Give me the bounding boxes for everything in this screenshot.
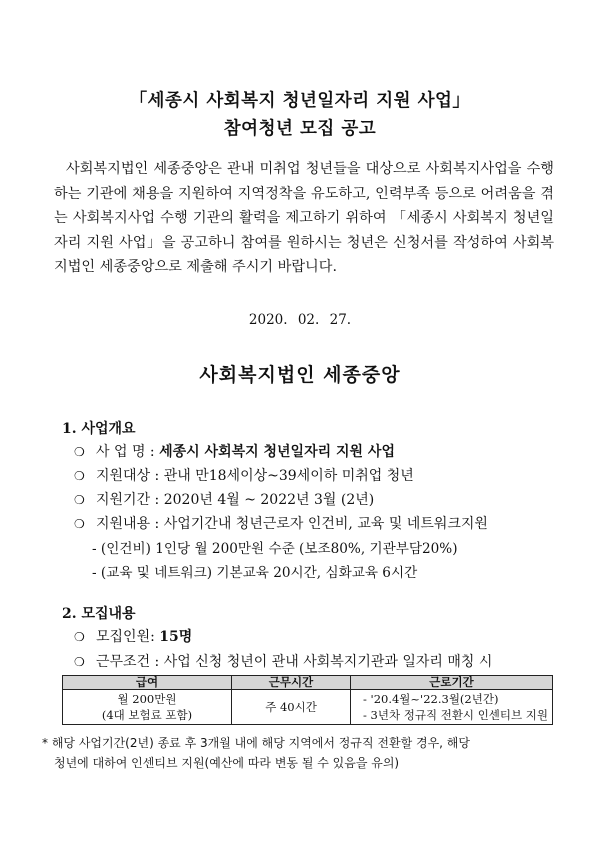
circle-bullet-icon: ❍ — [74, 445, 85, 459]
circle-bullet-icon: ❍ — [74, 655, 85, 669]
item-value: 관내 만18세이상~39세이하 미취업 청년 — [163, 468, 414, 484]
hours-cell: 주 40시간 — [232, 690, 351, 725]
recruitment-item-conditions — [74, 651, 492, 671]
item-value: 사업기간내 청년근로자 인건비, 교육 및 네트워크지원 — [163, 516, 488, 532]
document-subtitle: 참여청년 모집 공고 — [223, 119, 377, 139]
document-title: 「세종시 사회복지 청년일자리 지원 사업」 — [129, 91, 471, 111]
item-label: 모집인원: — [96, 629, 155, 645]
overview-item-support — [74, 513, 488, 533]
intro-text: 사회복지법인 세종중앙은 관내 미취업 청년들을 대상으로 사회복지사업을 수행하는 기관에 채용을 지원하여 지역정착을 유도하고, 인력부족 등으로 어려움을 겪는 사회복지사업 수행 기관의 활력을 제고하기 위하여 「세종시 사회복지 청년일자리 지원 사업」을 공고하니 참여를 원하시는 청년은 신청서를 작성하여 사회복지법인 세종중앙으로 제출해 주시기 바랍니다. — [54, 161, 554, 275]
wage-amount: 월 200만원 — [117, 692, 177, 706]
support-sub-item-wage: - (인건비) 1인당 월 200만원 수준 (보조80%, 기관부담20%) — [92, 541, 458, 557]
footnote — [42, 733, 562, 773]
wage-note: (4대 보험료 포함) — [101, 708, 193, 722]
support-sub-item-education: - (교육 및 네트워크) 기본교육 20시간, 심화교육 6시간 — [92, 565, 418, 581]
recruitment-item-headcount — [74, 626, 192, 646]
table-header-period: 근로기간 — [351, 676, 553, 690]
footnote-line: * 해당 사업기간(2년) 종료 후 3개월 내에 해당 지역에서 정규직 전환할 경우, 해당 — [42, 736, 470, 750]
item-value: 2020년 4월 ~ 2022년 3월 (2년) — [163, 492, 375, 508]
table-header-row — [63, 676, 553, 690]
item-value: 15명 — [159, 629, 193, 645]
organization-name: 사회복지법인 세종중앙 — [199, 364, 401, 386]
section-heading-overview: 1. 사업개요 — [62, 421, 136, 437]
intro-paragraph — [54, 157, 554, 280]
item-label: 지원내용 : — [96, 516, 160, 532]
item-label: 근무조건 : — [96, 654, 160, 670]
period-cell — [351, 690, 553, 725]
table-header-hours: 근무시간 — [232, 676, 351, 690]
overview-item-target — [74, 465, 414, 485]
circle-bullet-icon: ❍ — [74, 630, 85, 644]
announcement-date: 2020. 02. 27. — [248, 312, 352, 328]
circle-bullet-icon: ❍ — [74, 517, 85, 531]
table-header-wage: 급여 — [63, 676, 232, 690]
salary-table — [62, 675, 553, 725]
wage-cell — [63, 690, 232, 725]
item-value: 사업 신청 청년이 관내 사회복지기관과 일자리 매칭 시 — [163, 654, 493, 670]
item-label: 지원대상 : — [96, 468, 160, 484]
overview-item-project-name — [74, 441, 395, 461]
period-line: - '20.4월~'22.3월(2년간) — [363, 692, 499, 706]
period-line: - 3년차 정규직 전환시 인센티브 지원 — [363, 708, 549, 722]
item-label: 사 업 명 : — [96, 444, 155, 460]
overview-item-period — [74, 489, 374, 509]
table-row — [63, 690, 553, 725]
item-value: 세종시 사회복지 청년일자리 지원 사업 — [159, 444, 395, 460]
circle-bullet-icon: ❍ — [74, 469, 85, 483]
section-heading-recruitment: 2. 모집내용 — [62, 606, 136, 622]
footnote-line: 청년에 대하여 인센티브 지원(예산에 따라 변동 될 수 있음을 유의) — [54, 756, 400, 770]
item-label: 지원기간 : — [96, 492, 160, 508]
circle-bullet-icon: ❍ — [74, 493, 85, 507]
